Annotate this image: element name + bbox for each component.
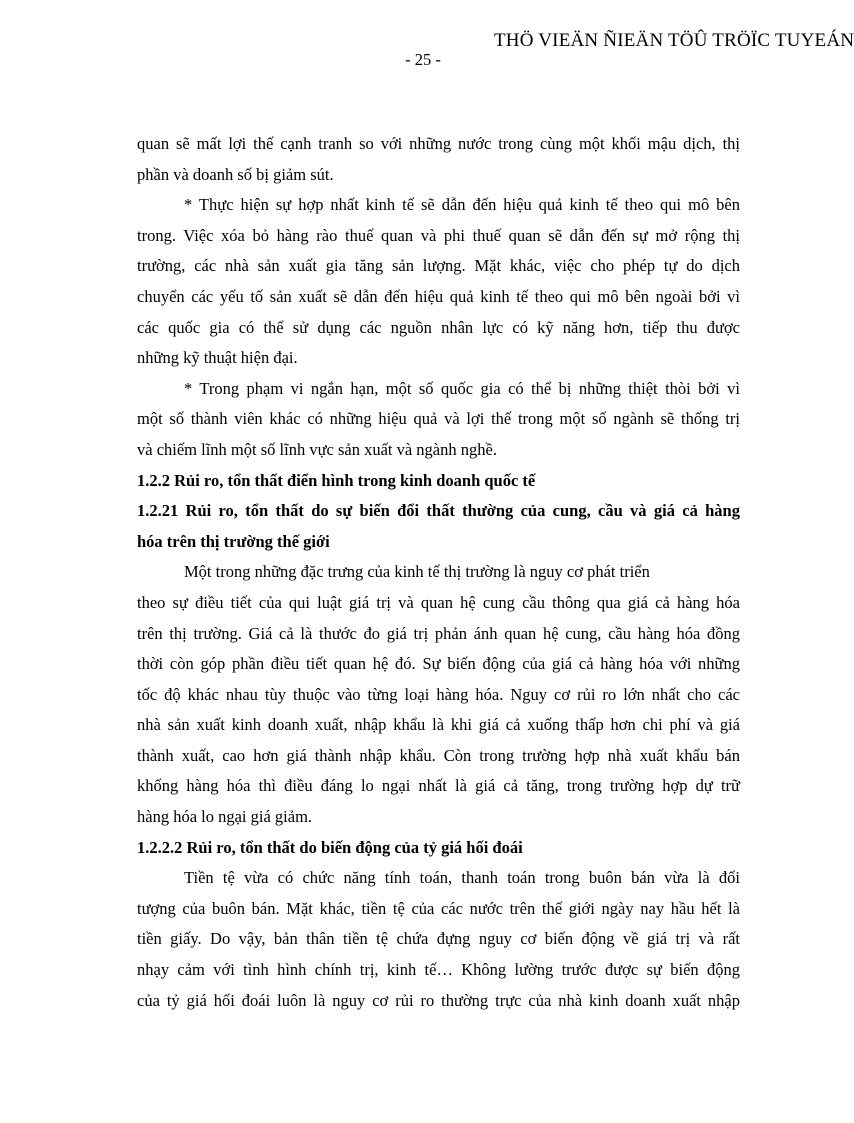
text-line: nhạy cảm với tình hình chính trị, kinh tế… Không lường trước được sự biến động <box>137 960 740 980</box>
paragraph-continuation <box>137 129 740 190</box>
heading-line: hóa trên thị trường thế giới <box>137 531 330 551</box>
text-line: * Trong phạm vi ngắn hạn, một số quốc gia có thể bị những thiệt thòi bởi vì <box>184 378 740 398</box>
heading-line: 1.2.2.2 Rủi ro, tổn thất do biến động của tỷ giá hối đoái <box>137 837 523 857</box>
paragraph-short-term <box>137 374 740 466</box>
paragraph-economies-of-scale <box>137 190 740 374</box>
text-line: phần và doanh số bị giảm sút. <box>137 164 334 184</box>
heading-line: 1.2.21 Rủi ro, tổn thất do sự biến đổi thất thường của cung, cầu và giá cả hàng <box>137 501 740 521</box>
section-heading-1-2-2-1 <box>137 496 740 557</box>
text-line: Một trong những đặc trưng của kinh tế thị trường là nguy cơ phát triển <box>184 562 650 582</box>
section-heading-1-2-2 <box>137 466 740 497</box>
text-line: * Thực hiện sự hợp nhất kinh tế sẽ dẫn đến hiệu quả kinh tế theo qui mô bên <box>184 195 740 215</box>
text-line: trong. Việc xóa bỏ hàng rào thuế quan và phi thuế quan sẽ dẫn đến sự mở rộng thị <box>137 225 740 245</box>
text-line: thời còn góp phần điều tiết quan hệ đó. Sự biến động của giá cả hàng hóa với những <box>137 654 740 674</box>
text-line: những kỹ thuật hiện đại. <box>137 348 298 368</box>
text-line: khống hàng hóa thì điều đáng lo ngại nhất là giá cả tăng, trong trường hợp dự trữ <box>137 776 740 796</box>
text-line: thành xuất, cao hơn giá thành nhập khẩu. Còn trong trường hợp nhà xuất khẩu bán <box>137 745 740 765</box>
text-line: của tỷ giá hối đoái luôn là nguy cơ rủi ro thường trực của nhà kinh doanh xuất nhập <box>137 990 740 1010</box>
heading-line: 1.2.2 Rủi ro, tổn thất điển hình trong kinh doanh quốc tế <box>137 470 536 490</box>
text-line: theo sự điều tiết của qui luật giá trị và quan hệ cung cầu thông qua giá cả hàng hóa <box>137 592 740 612</box>
library-header-title: THÖ VIEÄN ÑIEÄN TÖÛ TRÖÏC TUYEÁN <box>494 30 854 51</box>
text-line: tiền giấy. Do vậy, bản thân tiền tệ chứa đựng nguy cơ biến động về giá trị và rất <box>137 929 740 949</box>
page-number: - 25 - <box>405 50 441 69</box>
text-line: quan sẽ mất lợi thế cạnh tranh so với những nước trong cùng một khối mậu dịch, thị <box>137 134 740 153</box>
paragraph-exchange-rate <box>137 863 740 1016</box>
text-line: và chiếm lĩnh một số lĩnh vực sản xuất và ngành nghề. <box>137 439 497 459</box>
text-line: tốc độ khác nhau tùy thuộc vào từng loại hàng hóa. Nguy cơ rủi ro lớn nhất cho các <box>137 684 740 704</box>
section-heading-1-2-2-2 <box>137 833 740 864</box>
text-line: Tiền tệ vừa có chức năng tính toán, thanh toán trong buôn bán vừa là đối <box>184 868 740 888</box>
paragraph-market-risk <box>137 557 740 832</box>
text-line: trên thị trường. Giá cả là thước đo giá trị phản ánh quan hệ cung, cầu hàng hóa đồng <box>137 623 740 643</box>
text-line: hàng hóa lo ngại giá giảm. <box>137 807 313 827</box>
text-line: tượng của buôn bán. Mặt khác, tiền tệ của các nước trên thế giới ngày nay hầu hết là <box>137 898 740 918</box>
text-line: chuyển các yếu tố sản xuất sẽ dẫn đến hiệu quả kinh tế theo qui mô bên ngoài bởi vì <box>137 286 740 306</box>
text-line: các quốc gia có thể sử dụng các nguồn nhân lực có kỹ năng hơn, tiếp thu được <box>137 317 740 337</box>
document-body <box>137 129 740 1016</box>
text-line: nhà sản xuất kinh doanh xuất, nhập khẩu là khi giá cả xuống thấp hơn chi phí và giá <box>137 715 740 735</box>
text-line: một số thành viên khác có những hiệu quả và lợi thế trong một số ngành sẽ thống trị <box>137 409 740 429</box>
text-line: trường, các nhà sản xuất gia tăng sản lượng. Mặt khác, việc cho phép tự do dịch <box>137 256 740 276</box>
